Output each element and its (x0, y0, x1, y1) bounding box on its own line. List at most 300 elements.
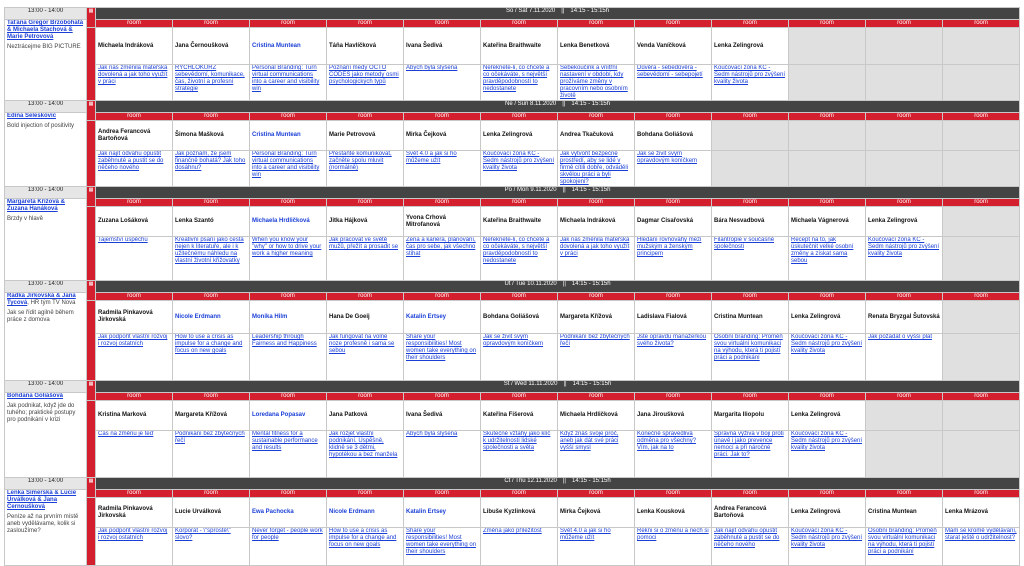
empty-cell (866, 65, 943, 101)
moderator-cell (5, 113, 87, 187)
topic-link[interactable]: Personal Branding: Turn virtual communications into a career and visibility win (250, 65, 327, 101)
time-slot: 14:15 - 15:15h (572, 478, 611, 484)
speaker-name[interactable]: Ewa Pachocka (250, 498, 327, 528)
empty-cell (712, 151, 789, 187)
topic-link[interactable]: Jak podpořit vlastní rozvoj i rozvoj ostatních (96, 334, 173, 381)
topic-link[interactable]: Koučovací zóna KC - Sedm nástrojů pro zvýšení kvality života (866, 237, 943, 281)
topic-link[interactable]: Leadership through Fairness and Happiness (250, 334, 327, 381)
topic-link[interactable]: Skutečné vztahy jako klíč k udržitelnosti lidské společnosti a světa (481, 431, 558, 478)
moderator-cell (5, 393, 87, 478)
room-label: room (96, 293, 173, 301)
topic-link[interactable]: Jak rozjet vlastní podnikání. Úspěšně, klidně se 3 dětmi, hypotékou a bez manžela (327, 431, 404, 478)
room-label: room (558, 113, 635, 121)
topic-link[interactable]: Osobní branding: Proměň svou virtuální komunikaci na výhodu, která ti pojistí práci a podnikání (866, 528, 943, 566)
time-slot: 14:15 - 15:15h (571, 281, 611, 287)
speaker-name: Táňa Havlíčková (327, 28, 404, 65)
speaker-name: Lenka Zelingrová (481, 121, 558, 151)
day-header-row (5, 478, 1020, 490)
row-marker (87, 121, 96, 187)
speaker-name: Lenka Zelingrová (789, 401, 866, 431)
moderator-link[interactable]: Margareta Křížová & Zuzana Hanáková (7, 199, 66, 212)
room-label: room (173, 199, 250, 207)
topic-row (5, 237, 1020, 281)
empty-cell (712, 121, 789, 151)
room-label: room (481, 393, 558, 401)
room-label: room (789, 393, 866, 401)
speaker-name: Cristina Muntean (866, 498, 943, 528)
speaker-name: Radmila Pinkavová Jirkovská (96, 301, 173, 334)
room-label: room (404, 20, 481, 28)
day-header (96, 8, 1020, 20)
speaker-name: Kateřina Braithwaite (481, 28, 558, 65)
speaker-name: Michaela Vágnerová (789, 207, 866, 237)
speaker-row (5, 207, 1020, 237)
room-label: room (327, 199, 404, 207)
speaker-name: Jana Patková (327, 401, 404, 431)
empty-cell (789, 121, 866, 151)
topic-link[interactable]: Neřeknete-li, co chcete a co očekáváte, s největší pravděpodobností to nedostanete (481, 237, 558, 281)
speaker-name: Margareta Křížová (558, 301, 635, 334)
topic-row (5, 431, 1020, 478)
room-label: room (250, 490, 327, 498)
empty-cell (943, 65, 1020, 101)
topic-link[interactable]: Jak požádat o vyšší plat (866, 334, 943, 381)
grid-icon[interactable]: ▦ (88, 101, 94, 107)
empty-cell (943, 151, 1020, 187)
separator: || (562, 281, 566, 287)
day-header (96, 478, 1020, 490)
topic-link[interactable]: Share your responsibilities! Most women take everything on their shoulders (404, 334, 481, 381)
topic-link[interactable]: Filantropie v současné společnosti (712, 237, 789, 281)
time-cell: 13:00 - 14:00 (5, 281, 87, 293)
speaker-name: Šimona Mašková (173, 121, 250, 151)
topic-link[interactable]: Mám se kromě vydělávání, starat ještě o udržitelnost? (943, 528, 1020, 566)
topic-link[interactable]: Jak se živit svým opravdovým koníčkem (481, 334, 558, 381)
speaker-name: Michaela Indráková (558, 207, 635, 237)
day-label: St / Wed 11.11.2020 (503, 381, 558, 387)
empty-cell (943, 301, 1020, 334)
topic-row (5, 334, 1020, 381)
empty-cell (866, 151, 943, 187)
room-label: room (327, 490, 404, 498)
topic-link[interactable]: Share your responsibilities! Most women take everything on their shoulders (404, 528, 481, 566)
speaker-name: Dagmar Cisařovská (635, 207, 712, 237)
room-label: room (789, 490, 866, 498)
room-label: room (250, 199, 327, 207)
speaker-name: Hana De Goeij (327, 301, 404, 334)
moderator-link[interactable]: Taťána Gregor Brzobohatá & Michaela Stachová & Marie Petrovová (7, 20, 84, 40)
day-label: Út / Tue 10.11.2020 (504, 281, 557, 287)
time-cell: 13:00 - 14:00 (5, 478, 87, 490)
speaker-name: Bohdana Goliášová (481, 301, 558, 334)
room-label: room (635, 490, 712, 498)
time-cell: 13:00 - 14:00 (5, 101, 87, 113)
topic-link[interactable]: Jak nás změnila mateřská dovolená a jak toho využít v práci (558, 237, 635, 281)
moderator-link[interactable]: Edina Seleskovic (7, 113, 57, 119)
room-label: room (327, 20, 404, 28)
room-label: room (712, 199, 789, 207)
row-marker (87, 187, 96, 207)
speaker-name: Ladislava Fialová (635, 301, 712, 334)
moderator-topic: Bold injection of positivity (7, 123, 75, 129)
grid-icon[interactable]: ▦ (88, 478, 94, 484)
day-header-row (5, 187, 1020, 199)
room-label: room (327, 113, 404, 121)
schedule-grid (4, 7, 1020, 555)
room-label: room (635, 20, 712, 28)
topic-link[interactable]: RYCHLOKURZ sebevědomí, komunikace, čas, životní a profesní strategie (173, 65, 250, 101)
topic-link[interactable]: Koučovací zóna KC - Sedm nástrojů pro zvýšení kvality života (789, 431, 866, 478)
speaker-name: Margareta Křížová (173, 401, 250, 431)
topic-link[interactable]: Jak se živit svým opravdovým koníčkem (635, 151, 712, 187)
speaker-name: Michaela Hrdličková (558, 401, 635, 431)
topic-link[interactable]: Abych byla slyšena (404, 431, 481, 478)
topic-link[interactable]: Když znáš svoje proč, aneb jak dát své práci vyšší smysl (558, 431, 635, 478)
speaker-name: Andrea Tkačuková (558, 121, 635, 151)
room-label: room (558, 20, 635, 28)
topic-link[interactable]: Svět 4.0 a jak si ho můžeme užít (558, 528, 635, 566)
topic-link[interactable]: How to use a crisis as impulse for a change and focus on new goals (173, 334, 250, 381)
topic-link[interactable]: Jak pracovat ve světě mužů, přežít a prosadit se (327, 237, 404, 281)
topic-link[interactable]: Kreativní psaní jako cesta nejen k literatuře, ale i k užitečnému náhledu na vlastní životní křižovatky (173, 237, 250, 281)
schedule-table (4, 7, 1020, 566)
speaker-name: Lenka Zelingrová (866, 207, 943, 237)
topic-link[interactable]: Koučovací zóna KC - Sedm nástrojů pro zvýšení kvality života (481, 151, 558, 187)
speaker-name[interactable]: Loredana Popasav (250, 401, 327, 431)
topic-link[interactable]: Přestaňte komunikovat, začněte spolu mluvit (normálně) (327, 151, 404, 187)
topic-link[interactable]: Změna jako příležitost (481, 528, 558, 566)
room-label: room (250, 113, 327, 121)
time-slot: 14:15 - 15:15h (571, 187, 611, 193)
room-label: room (481, 293, 558, 301)
topic-link[interactable]: Personal Branding: Turn virtual communications into a career and visibility win (250, 151, 327, 187)
row-marker (87, 8, 96, 28)
room-label: room (866, 199, 943, 207)
day-label: Čt / Thu 12.11.2020 (504, 478, 557, 484)
speaker-name: Marie Petrovová (327, 121, 404, 151)
moderator-link[interactable]: Bohdana Goliášová (7, 393, 64, 399)
speaker-name[interactable]: Nicole Erdmann (173, 301, 250, 334)
room-label: room (96, 490, 173, 498)
room-label: room (96, 20, 173, 28)
room-label: room (789, 199, 866, 207)
moderator-topic: Neztrácejme BIG PICTURE (7, 44, 81, 50)
speaker-name: Mirka Čejková (558, 498, 635, 528)
speaker-name: Andrea Ferancová Bartoňová (96, 121, 173, 151)
moderator-topic: Peníze až na prvním místě aneb vydělávame, kolik si zasloužíme? (7, 514, 79, 534)
room-label: room (173, 490, 250, 498)
room-row (5, 199, 1020, 207)
topic-link[interactable]: Koučovací zóna KC - Sedm nástrojů pro zvýšení kvality života (712, 65, 789, 101)
topic-link[interactable]: Důvěra - sebedůvěra - sebevědomí - sebepojetí (635, 65, 712, 101)
room-label: room (635, 293, 712, 301)
room-label: room (96, 393, 173, 401)
day-header (96, 281, 1020, 293)
empty-cell (943, 334, 1020, 381)
row-marker (87, 478, 96, 498)
room-label: room (712, 490, 789, 498)
speaker-name[interactable]: Cristina Muntean (250, 121, 327, 151)
room-label: room (943, 199, 1020, 207)
speaker-name: Lucie Urválková (173, 498, 250, 528)
speaker-name: Lenka Szantó (173, 207, 250, 237)
empty-cell (943, 401, 1020, 431)
empty-cell (943, 431, 1020, 478)
topic-row (5, 65, 1020, 101)
speaker-name: Lenka Kousková (635, 498, 712, 528)
room-label: room (173, 393, 250, 401)
speaker-name: Bára Nesvadbová (712, 207, 789, 237)
room-label: room (943, 113, 1020, 121)
speaker-name: Michaela Indráková (96, 28, 173, 65)
speaker-row (5, 498, 1020, 528)
row-marker (87, 207, 96, 281)
topic-link[interactable]: Korporát - \"sprostě\" slovo? (173, 528, 250, 566)
room-label: room (481, 20, 558, 28)
room-label: room (712, 113, 789, 121)
moderator-cell (5, 20, 87, 101)
room-label: room (96, 199, 173, 207)
room-label: room (404, 490, 481, 498)
topic-link[interactable]: Koučovací zóna KC - Sedm nástrojů pro zvýšení kvality života (789, 528, 866, 566)
room-label: room (789, 293, 866, 301)
room-label: room (866, 20, 943, 28)
room-label: room (712, 393, 789, 401)
empty-cell (943, 237, 1020, 281)
time-cell: 13:00 - 14:00 (5, 381, 87, 393)
speaker-name: Yvona Crhová Mitrofanová (404, 207, 481, 237)
speaker-name: Venda Vaníčková (635, 28, 712, 65)
room-label: room (635, 113, 712, 121)
topic-link[interactable]: Konečně spravedlivá odměna pro všechny? Vím, jak na to (635, 431, 712, 478)
room-label: room (481, 199, 558, 207)
day-header-row (5, 281, 1020, 293)
speaker-row (5, 301, 1020, 334)
room-label: room (789, 20, 866, 28)
topic-link[interactable]: Jak podpořit vlastní rozvoj i rozvoj ostatních (96, 528, 173, 566)
speaker-name: Bohdana Goliášová (635, 121, 712, 151)
day-header-row (5, 381, 1020, 393)
room-label: room (173, 113, 250, 121)
room-label: room (712, 293, 789, 301)
topic-link[interactable]: Jak poznám, že jsem finančně bohatá? Jak toho dosáhnu? (173, 151, 250, 187)
topic-link[interactable]: Čas na změnu je teď (96, 431, 173, 478)
room-row (5, 20, 1020, 28)
speaker-name[interactable]: Monika Hilm (250, 301, 327, 334)
topic-link[interactable]: Podnikání bez zbytečných řečí (558, 334, 635, 381)
topic-link[interactable]: Jste opravdu manažerkou svého života? (635, 334, 712, 381)
topic-link[interactable]: Osobní branding: Proměň svou virtuální komunikaci na výhodu, která ti pojistí práci a podnikání (712, 334, 789, 381)
speaker-name: Ivana Šedivá (404, 28, 481, 65)
speaker-name: Jana Jiroušková (635, 401, 712, 431)
topic-link[interactable]: Svět 4.0 a jak si ho můžeme užít (404, 151, 481, 187)
moderator-topic: Brzdy v hlavě (7, 216, 44, 222)
speaker-name: Kateřina Fišerová (481, 401, 558, 431)
speaker-row (5, 28, 1020, 65)
empty-cell (789, 28, 866, 65)
empty-cell (866, 28, 943, 65)
topic-link[interactable]: Jak nás změnila mateřská dovolená a jak toho využít v práci (96, 65, 173, 101)
room-label: room (404, 113, 481, 121)
time-slot: 14:15 - 15:15h (571, 101, 611, 107)
speaker-name: Lenka Zelingrová (712, 28, 789, 65)
topic-link[interactable]: Hledání rovnováhy mezi mužským a ženským principem (635, 237, 712, 281)
speaker-name: Kateřina Braithwaite (481, 207, 558, 237)
time-slot: 14:15 - 15:15h (572, 381, 612, 387)
speaker-name: Kristina Marková (96, 401, 173, 431)
room-label: room (866, 490, 943, 498)
room-label: room (481, 113, 558, 121)
room-label: room (558, 293, 635, 301)
speaker-name: Lenka Zelingrová (789, 498, 866, 528)
speaker-name: Margarita Iliopolu (712, 401, 789, 431)
room-label: room (250, 20, 327, 28)
topic-row (5, 528, 1020, 566)
row-marker (87, 281, 96, 301)
topic-link[interactable]: Tajemství úspěchu (96, 237, 173, 281)
topic-link[interactable]: Jak vytvořit bezpečné prostředí, aby se lidé v firmě cítili dobře, odváděli skvělou práci a byli spokojeni? (558, 151, 635, 187)
topic-link[interactable]: Mental fitness for a sustainable performance and results (250, 431, 327, 478)
empty-cell (866, 121, 943, 151)
speaker-name[interactable]: Nicole Erdmann (327, 498, 404, 528)
moderator-cell (5, 293, 87, 381)
speaker-name[interactable]: Katalin Ertsey (404, 301, 481, 334)
topic-link[interactable]: Koučovací zóna KC - Sedm nástrojů pro zvýšení kvality života (789, 334, 866, 381)
room-label: room (943, 490, 1020, 498)
room-label: room (327, 393, 404, 401)
day-header-row (5, 101, 1020, 113)
separator: || (561, 8, 565, 14)
speaker-name: Lenka Mrázová (943, 498, 1020, 528)
moderator-cell (5, 199, 87, 281)
room-label: room (866, 113, 943, 121)
separator: || (563, 381, 567, 387)
grid-icon[interactable]: ▦ (88, 8, 94, 14)
separator: || (562, 478, 566, 484)
topic-link[interactable]: Never forget - people work for people (250, 528, 327, 566)
room-row (5, 490, 1020, 498)
moderator-link[interactable]: Radka Jirkovská & Jana Tycová (7, 293, 76, 306)
row-marker (87, 28, 96, 101)
topic-link[interactable]: Sebekoučink a vnitřní nastavení v období, kdy prožíváme změny v pracovním nebo osobním životě (558, 65, 635, 101)
room-label: room (866, 393, 943, 401)
speaker-name: Cristina Muntean (712, 301, 789, 334)
separator: || (562, 101, 566, 107)
speaker-row (5, 121, 1020, 151)
row-marker (87, 301, 96, 381)
day-header-row (5, 8, 1020, 20)
room-row (5, 113, 1020, 121)
topic-link[interactable]: When you know your "why" or how to drive your work a higher meaning (250, 237, 327, 281)
empty-cell (866, 401, 943, 431)
grid-icon[interactable]: ▦ (88, 381, 94, 387)
schedule-body (5, 8, 1020, 566)
room-label: room (404, 393, 481, 401)
room-label: room (712, 20, 789, 28)
room-label: room (250, 393, 327, 401)
speaker-name: Lenka Zelingrová (789, 301, 866, 334)
topic-link[interactable]: Abych byla slyšena (404, 65, 481, 101)
room-label: room (250, 293, 327, 301)
moderator-topic: Jak podnikat, když jde do tuhého; praktické postupy pro podnikání v krizi (7, 403, 76, 423)
room-label: room (558, 393, 635, 401)
topic-link[interactable]: Poznání medy OCTO CODES jako metody osmi psychologických typů (327, 65, 404, 101)
separator: || (562, 187, 566, 193)
room-label: room (943, 20, 1020, 28)
speaker-name: Zuzana Lošáková (96, 207, 173, 237)
time-cell: 13:00 - 14:00 (5, 8, 87, 20)
empty-cell (943, 207, 1020, 237)
room-label: room (404, 199, 481, 207)
grid-icon[interactable]: ▦ (88, 187, 94, 193)
empty-cell (943, 28, 1020, 65)
speaker-name[interactable]: Katalin Ertsey (404, 498, 481, 528)
room-label: room (481, 490, 558, 498)
day-header (96, 381, 1020, 393)
topic-link[interactable]: Správná výživa v boji proti únavě i jako prevence nemocí a při náročné práci. Jak to? (712, 431, 789, 478)
row-marker (87, 401, 96, 478)
topic-link[interactable]: Jak najít odvahu opustit zaběhnuté a pustit se do něčeho nového (712, 528, 789, 566)
topic-link[interactable]: Jak fungovat na volné noze profesně i sama se sebou (327, 334, 404, 381)
moderator-link[interactable]: Lenka Šimerská & Lucie Urválková & Jana Černoušková (7, 490, 77, 510)
empty-cell (789, 65, 866, 101)
speaker-name: Ivana Šedivá (404, 401, 481, 431)
topic-link[interactable]: How to use a crisis as impulse for a change and focus on new goals (327, 528, 404, 566)
day-header (96, 101, 1020, 113)
moderator-extra: , HR tým TV Nova (27, 300, 76, 306)
moderator-cell (5, 490, 87, 566)
room-label: room (173, 293, 250, 301)
room-label: room (327, 293, 404, 301)
room-label: room (789, 113, 866, 121)
room-label: room (404, 293, 481, 301)
speaker-name: Lenka Benetková (558, 28, 635, 65)
speaker-name: Jana Černoušková (173, 28, 250, 65)
speaker-name: Renata Bryzgal Šutovská (866, 301, 943, 334)
room-label: room (173, 20, 250, 28)
room-label: room (558, 199, 635, 207)
speaker-name: Jitka Hájková (327, 207, 404, 237)
topic-link[interactable]: Neřeknete-li, co chcete a co očekáváte, s největší pravděpodobností to nedostanete (481, 65, 558, 101)
day-header (96, 187, 1020, 199)
empty-cell (943, 121, 1020, 151)
grid-icon[interactable]: ▦ (88, 281, 94, 287)
speaker-name[interactable]: Cristina Muntean (250, 28, 327, 65)
room-row (5, 393, 1020, 401)
speaker-name: Andrea Ferancová Bartoňová (712, 498, 789, 528)
room-label: room (96, 113, 173, 121)
topic-link[interactable]: Podnikání bez zbytečných řečí (173, 431, 250, 478)
room-label: room (943, 393, 1020, 401)
topic-link[interactable]: Recept na to, jak úskutečnit velké osobní změny a získat sama sebou (789, 237, 866, 281)
topic-link[interactable]: Žena a kariéra, plánování, čas pro sebe, jak všechno stihat (404, 237, 481, 281)
room-label: room (635, 199, 712, 207)
speaker-name[interactable]: Michaela Hrdličková (250, 207, 327, 237)
room-label: room (635, 393, 712, 401)
topic-link[interactable]: Řekni si o změnu a nech si pomoci (635, 528, 712, 566)
moderator-topic: Jak se řídit agilně během práce z domova (7, 310, 74, 323)
empty-cell (789, 151, 866, 187)
speaker-row (5, 401, 1020, 431)
topic-row (5, 151, 1020, 187)
empty-cell (866, 431, 943, 478)
row-marker (87, 101, 96, 121)
topic-link[interactable]: Jak najít odvahu opustit zaběhnuté a pustit se do něčeho nového (96, 151, 173, 187)
time-slot: 14:15 - 15:15h (570, 8, 610, 14)
time-cell: 13:00 - 14:00 (5, 187, 87, 199)
room-label: room (866, 293, 943, 301)
speaker-name: Radmila Pinkavová Jirkovská (96, 498, 173, 528)
